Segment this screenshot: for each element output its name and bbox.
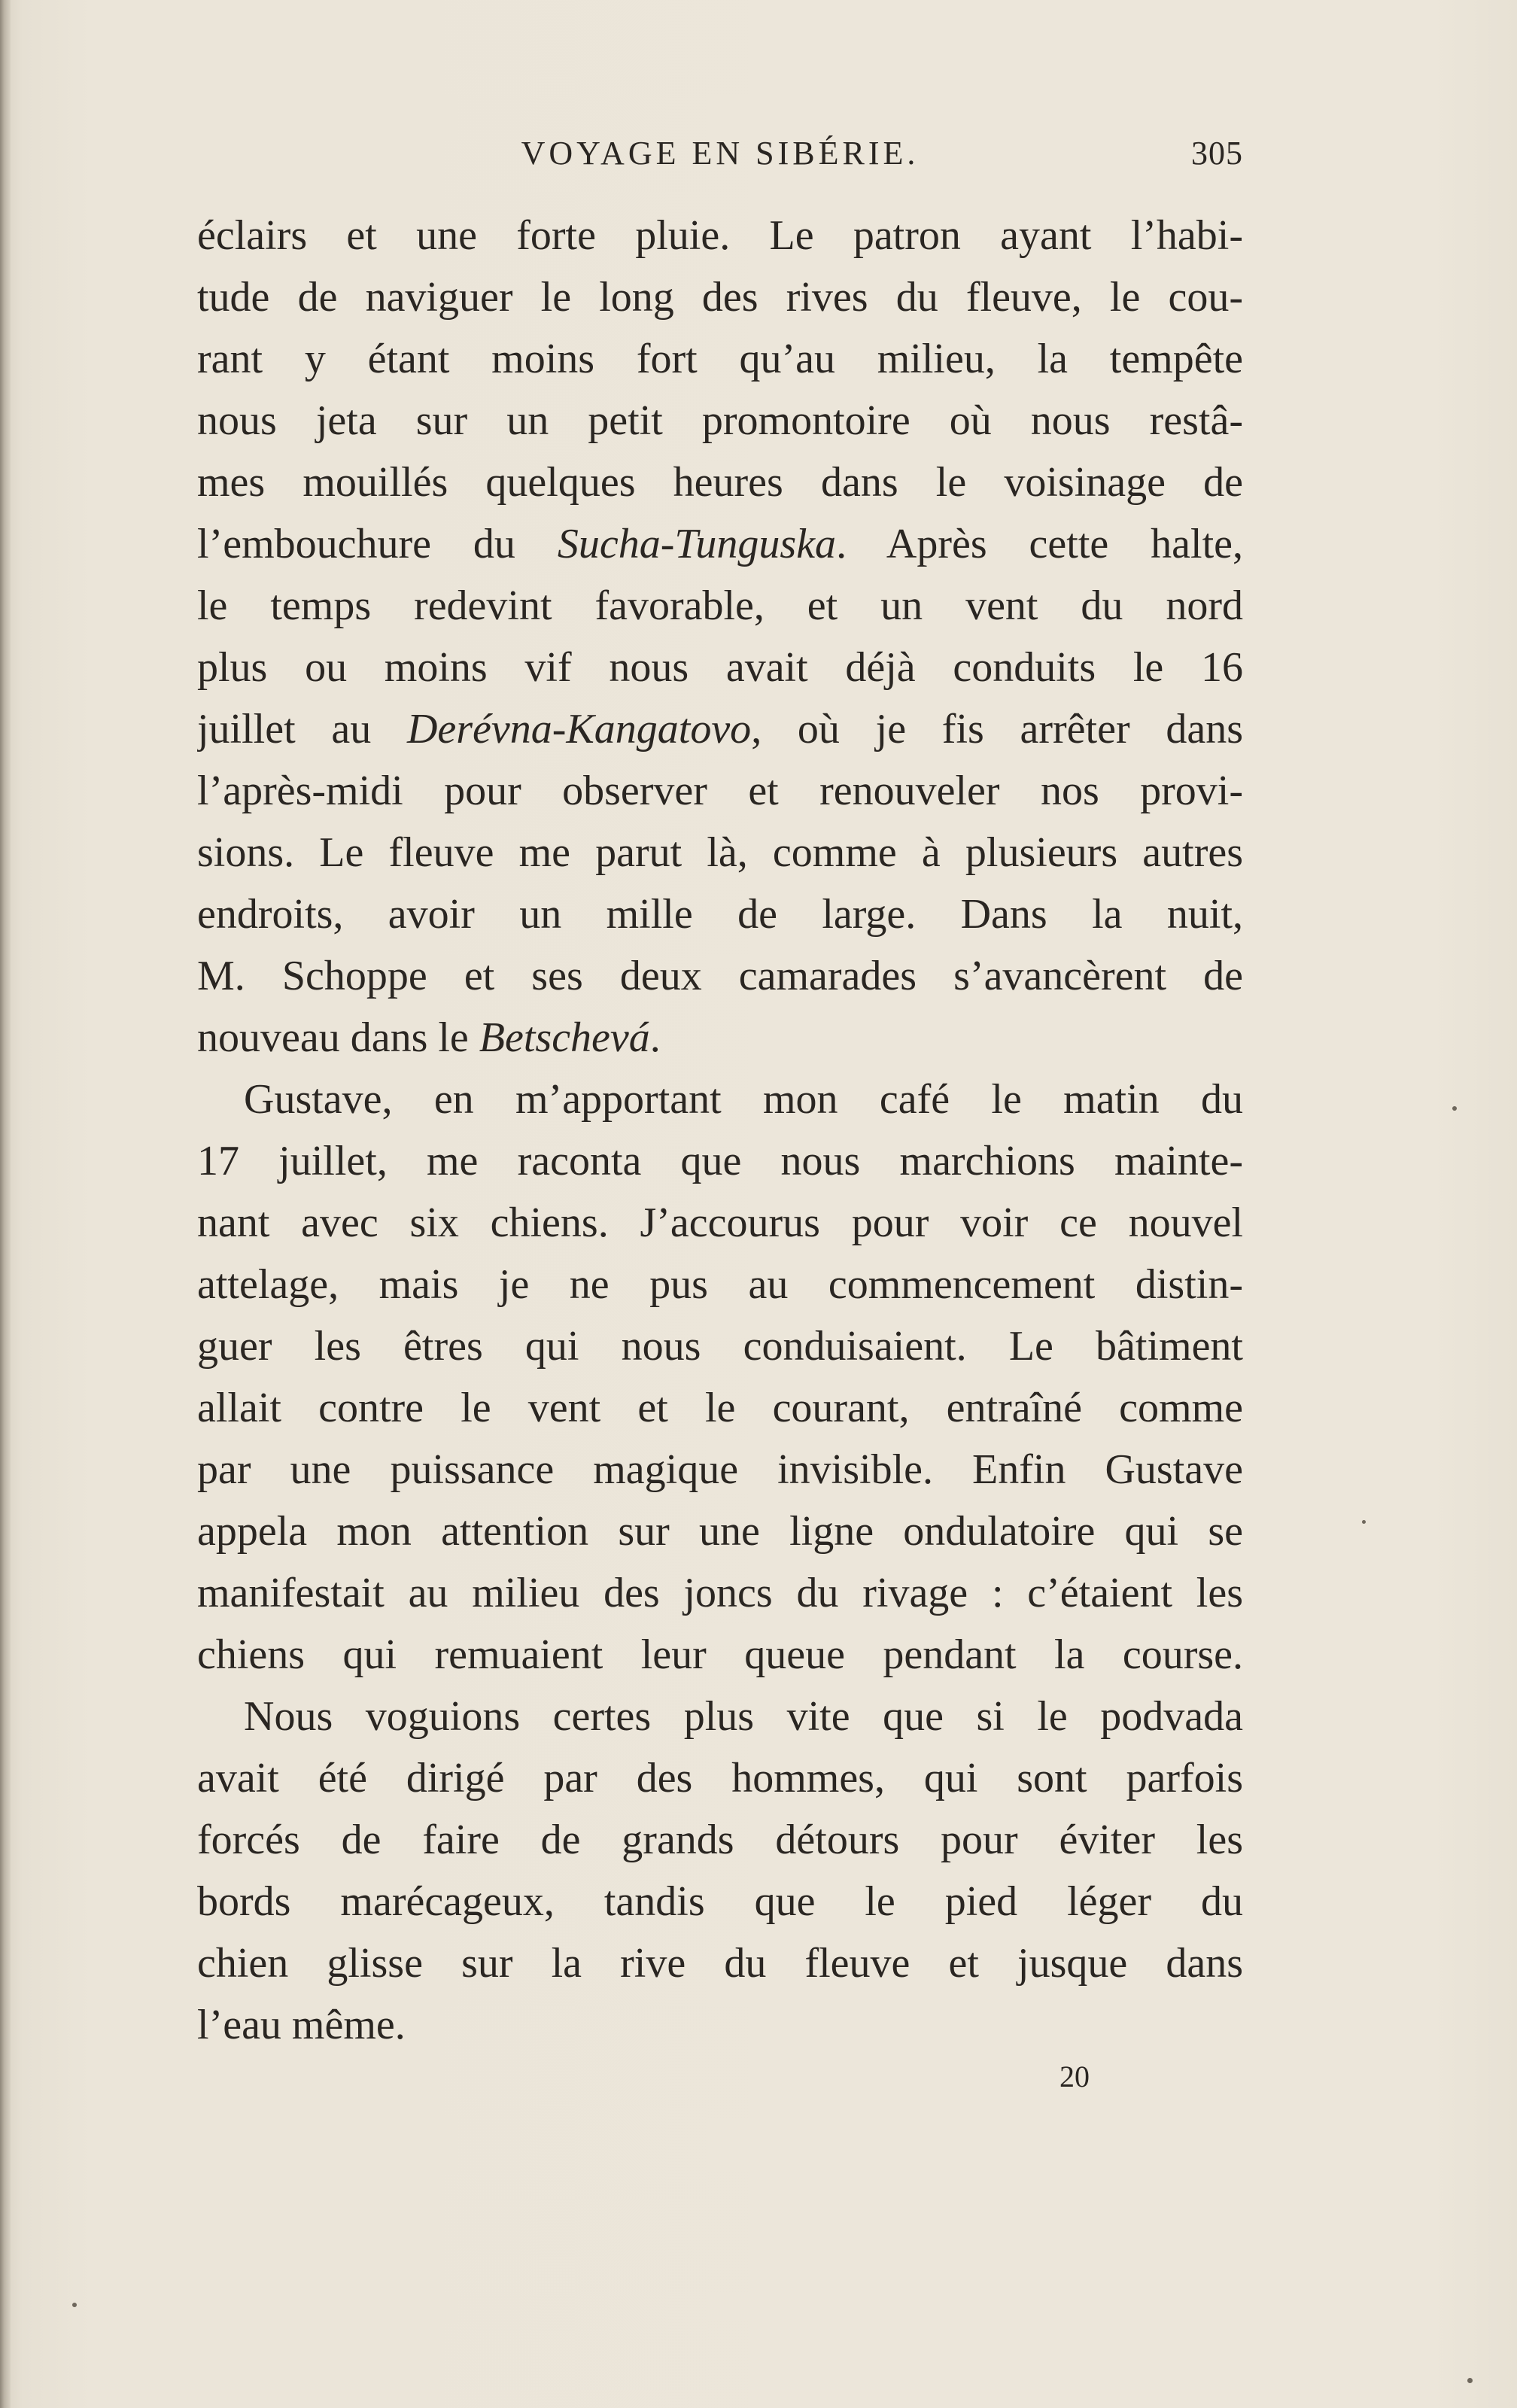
- body-text: [197, 205, 1243, 2056]
- text-line: 17 juillet, me raconta que nous marchions mainte-: [197, 1138, 1243, 1184]
- text-line: l’eau même.: [197, 2002, 406, 2048]
- text-span: nouveau dans le: [197, 1014, 479, 1061]
- paper-speck: [1467, 2378, 1473, 2383]
- text-line: éclairs et une forte pluie. Le patron ayant l’habi-: [197, 212, 1243, 259]
- place-name-italic: Betschevá: [479, 1014, 650, 1061]
- text-line: par une puissance magique invisible. Enfin Gustave: [197, 1446, 1243, 1493]
- text-line: avait été dirigé par des hommes, qui sont parfois: [197, 1755, 1243, 1801]
- text-line: le temps redevint favorable, et un vent du nord: [197, 582, 1243, 629]
- paper-speck: [1452, 1106, 1457, 1111]
- text-line: appela mon attention sur une ligne ondulatoire qui se: [197, 1508, 1243, 1555]
- text-line: sions. Le fleuve me parut là, comme à plusieurs autres: [197, 829, 1243, 876]
- book-spine-shadow: [0, 0, 11, 2408]
- running-title: VOYAGE EN SIBÉRIE.: [521, 135, 920, 172]
- text-line: [197, 513, 1243, 575]
- paragraph-first-line: Nous voguions certes plus vite que si le podvada: [244, 1693, 1243, 1740]
- text-line: tude de naviguer le long des rives du fleuve, le cou-: [197, 274, 1243, 321]
- text-line: nous jeta sur un petit promontoire où nous restâ-: [197, 397, 1243, 444]
- text-line: attelage, mais je ne pus au commencement distin-: [197, 1261, 1243, 1308]
- text-line: l’après-midi pour observer et renouveler nos provi-: [197, 768, 1243, 814]
- text-line: guer les êtres qui nous conduisaient. Le bâtiment: [197, 1323, 1243, 1370]
- text-line: nant avec six chiens. J’accourus pour voir ce nouvel: [197, 1199, 1243, 1246]
- text-line: rant y étant moins fort qu’au milieu, la tempête: [197, 336, 1243, 382]
- signature-mark: 20: [1059, 2060, 1090, 2093]
- text-span: juillet au: [197, 706, 407, 752]
- paper-speck: [1362, 1520, 1366, 1524]
- text-span: . Après cette halte,: [836, 521, 1243, 567]
- text-line: endroits, avoir un mille de large. Dans la nuit,: [197, 891, 1243, 938]
- text-line: chiens qui remuaient leur queue pendant la course.: [197, 1631, 1243, 1678]
- text-line: M. Schoppe et ses deux camarades s’avancèrent de: [197, 953, 1243, 999]
- text-line: manifestait au milieu des joncs du rivage : c’étaient les: [197, 1570, 1243, 1616]
- place-name-italic: Sucha-Tunguska: [557, 521, 837, 567]
- text-line: mes mouillés quelques heures dans le voisinage de: [197, 459, 1243, 506]
- text-line: allait contre le vent et le courant, entraîné comme: [197, 1385, 1243, 1431]
- text-line: bords marécageux, tandis que le pied léger du: [197, 1878, 1243, 1925]
- paper-speck: [72, 2303, 77, 2307]
- text-line: forcés de faire de grands détours pour éviter les: [197, 1817, 1243, 1863]
- running-head: [197, 134, 1243, 179]
- text-span: .: [649, 1014, 661, 1061]
- text-line: plus ou moins vif nous avait déjà conduits le 16: [197, 644, 1243, 691]
- page-number: 305: [1191, 135, 1243, 172]
- place-name-italic: Derévna-Kangatovo: [406, 706, 752, 752]
- text-span: l’embouchure du: [197, 521, 558, 567]
- paragraph-first-line: Gustave, en m’apportant mon café le matin du: [244, 1076, 1243, 1123]
- text-line: [197, 1007, 1243, 1069]
- text-span: , où je fis arrêter dans: [751, 706, 1243, 752]
- text-line: chien glisse sur la rive du fleuve et jusque dans: [197, 1940, 1243, 1987]
- text-line: [197, 698, 1243, 760]
